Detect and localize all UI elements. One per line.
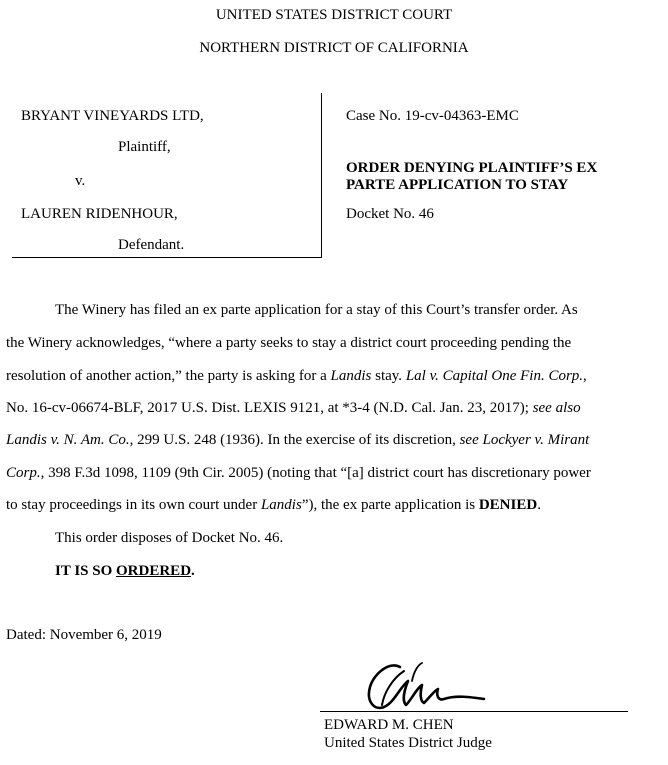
plaintiff-name: BRYANT VINEYARDS LTD,: [21, 108, 204, 124]
body-line-1: The Winery has filed an ex parte application for a stay of this Court’s transfer order. As: [55, 302, 578, 318]
body-line-4: No. 16-cv-06674-BLF, 2017 U.S. Dist. LEXIS 9121, at *3-4 (N.D. Cal. Jan. 23, 2017); see also: [6, 400, 581, 416]
disposes-line: This order disposes of Docket No. 46.: [55, 530, 284, 546]
so-ordered-line: IT IS SO ORDERED.: [55, 563, 195, 579]
judge-name: EDWARD M. CHEN: [324, 717, 454, 733]
body-line-3: resolution of another action,” the party is asking for a Landis stay. Lal v. Capital One Fin. Corp.,: [6, 368, 587, 384]
versus: v.: [75, 173, 86, 189]
judge-signature: [360, 655, 510, 725]
signature-block: [324, 716, 492, 752]
body-line-2: the Winery acknowledges, “where a party seeks to stay a district court proceeding pending the: [6, 335, 572, 351]
caption-horizontal-rule: [12, 257, 322, 258]
denied-label: DENIED: [478, 497, 538, 513]
defendant-role: Defendant.: [118, 237, 185, 253]
case-number: Case No. 19-cv-04363-EMC: [346, 108, 519, 124]
body-line-5: Landis v. N. Am. Co., 299 U.S. 248 (1936). In the exercise of its discretion, see Lockyer v. Mirant: [6, 432, 590, 448]
judge-title: United States District Judge: [324, 735, 492, 751]
order-title-line-1: ORDER DENYING PLAINTIFF’S EX: [346, 160, 598, 176]
body-line-6: Corp., 398 F.3d 1098, 1109 (9th Cir. 2005) (noting that “[a] district court has discretionary power: [6, 465, 591, 481]
caption-vertical-rule: [321, 93, 322, 257]
court-district: NORTHERN DISTRICT OF CALIFORNIA: [199, 40, 469, 56]
defendant-name: LAUREN RIDENHOUR,: [21, 206, 178, 222]
order-title-line-2: PARTE APPLICATION TO STAY: [346, 177, 569, 193]
order-title: [346, 160, 597, 194]
body-line-7: to stay proceedings in its own court under Landis”), the ex parte application is DENIED.: [6, 497, 541, 513]
signature-line: [320, 711, 628, 712]
plaintiff-role: Plaintiff,: [118, 139, 171, 155]
docket-number: Docket No. 46: [346, 206, 434, 222]
court-name: UNITED STATES DISTRICT COURT: [215, 7, 453, 23]
dated-line: Dated: November 6, 2019: [6, 627, 162, 643]
